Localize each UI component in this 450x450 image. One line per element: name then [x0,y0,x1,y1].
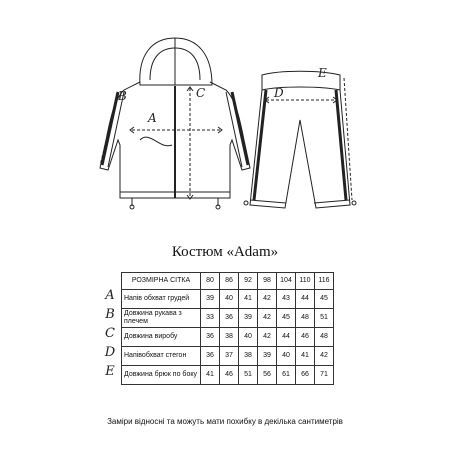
size-header: 116 [315,273,334,290]
table-header-row [122,273,334,290]
size-header: 98 [258,273,277,290]
table-row [122,328,334,347]
size-header: 80 [201,273,220,290]
row-label: Довжина брюк по боку [122,366,201,385]
sketch-letter-e: E [318,66,327,80]
page-title: Костюм «Adam» [171,244,279,260]
table-cell: 41 [239,290,258,309]
table-cell: 42 [258,309,277,328]
table-cell: 38 [220,328,239,347]
table-cell: 40 [239,328,258,347]
table-cell: 44 [277,328,296,347]
row-label: Довжина виробу [122,328,201,347]
table-cell: 41 [296,347,315,366]
jacket-hood [140,38,212,85]
table-cell: 66 [296,366,315,385]
table-cell: 45 [315,290,334,309]
row-label: Напів обхват грудей [122,290,201,309]
table-cell: 36 [201,328,220,347]
table-cell: 51 [239,366,258,385]
row-letter-e: E [105,364,115,379]
row-letter-a: A [105,288,115,303]
table-cell: 46 [220,366,239,385]
sketch-letter-d: D [274,86,284,100]
row-letter-b: B [105,307,115,322]
table-cell: 36 [201,347,220,366]
row-letter-c: C [105,326,115,341]
sketch-letter-b: B [118,89,127,103]
table-cell: 39 [201,290,220,309]
table-cell: 48 [296,309,315,328]
footer-note: Заміри відносні та можуть мати похибку в декілька сантиметрів [107,417,343,426]
table-cell: 71 [315,366,334,385]
table-cell: 36 [220,309,239,328]
table-cell: 40 [277,347,296,366]
table-cell: 56 [258,366,277,385]
sketch-letter-c: C [196,86,206,100]
table-cell: 48 [315,328,334,347]
table-cell: 42 [258,328,277,347]
row-label: Довжина рукава з плечем [122,309,201,328]
table-cell: 39 [239,309,258,328]
size-chart-table [121,272,334,385]
table-cell: 42 [258,290,277,309]
table-cell: 46 [296,328,315,347]
table-cell: 38 [239,347,258,366]
size-header: 92 [239,273,258,290]
table-cell: 43 [277,290,296,309]
table-row [122,309,334,328]
table-cell: 40 [220,290,239,309]
table-cell: 61 [277,366,296,385]
row-label: Напівобхват стегон [122,347,201,366]
table-cell: 44 [296,290,315,309]
row-letter-d: D [104,345,116,360]
table-cell: 45 [277,309,296,328]
sketch-letter-a: A [148,111,157,125]
table-row [122,347,334,366]
table-row [122,290,334,309]
table-cell: 41 [201,366,220,385]
size-header: 104 [277,273,296,290]
table-cell: 33 [201,309,220,328]
table-cell: 51 [315,309,334,328]
table-cell: 39 [258,347,277,366]
table-header-label: РОЗМІРНА СІТКА [122,273,201,290]
size-header: 86 [220,273,239,290]
table-row [122,366,334,385]
table-cell: 42 [315,347,334,366]
table-cell: 37 [220,347,239,366]
size-header: 110 [296,273,315,290]
